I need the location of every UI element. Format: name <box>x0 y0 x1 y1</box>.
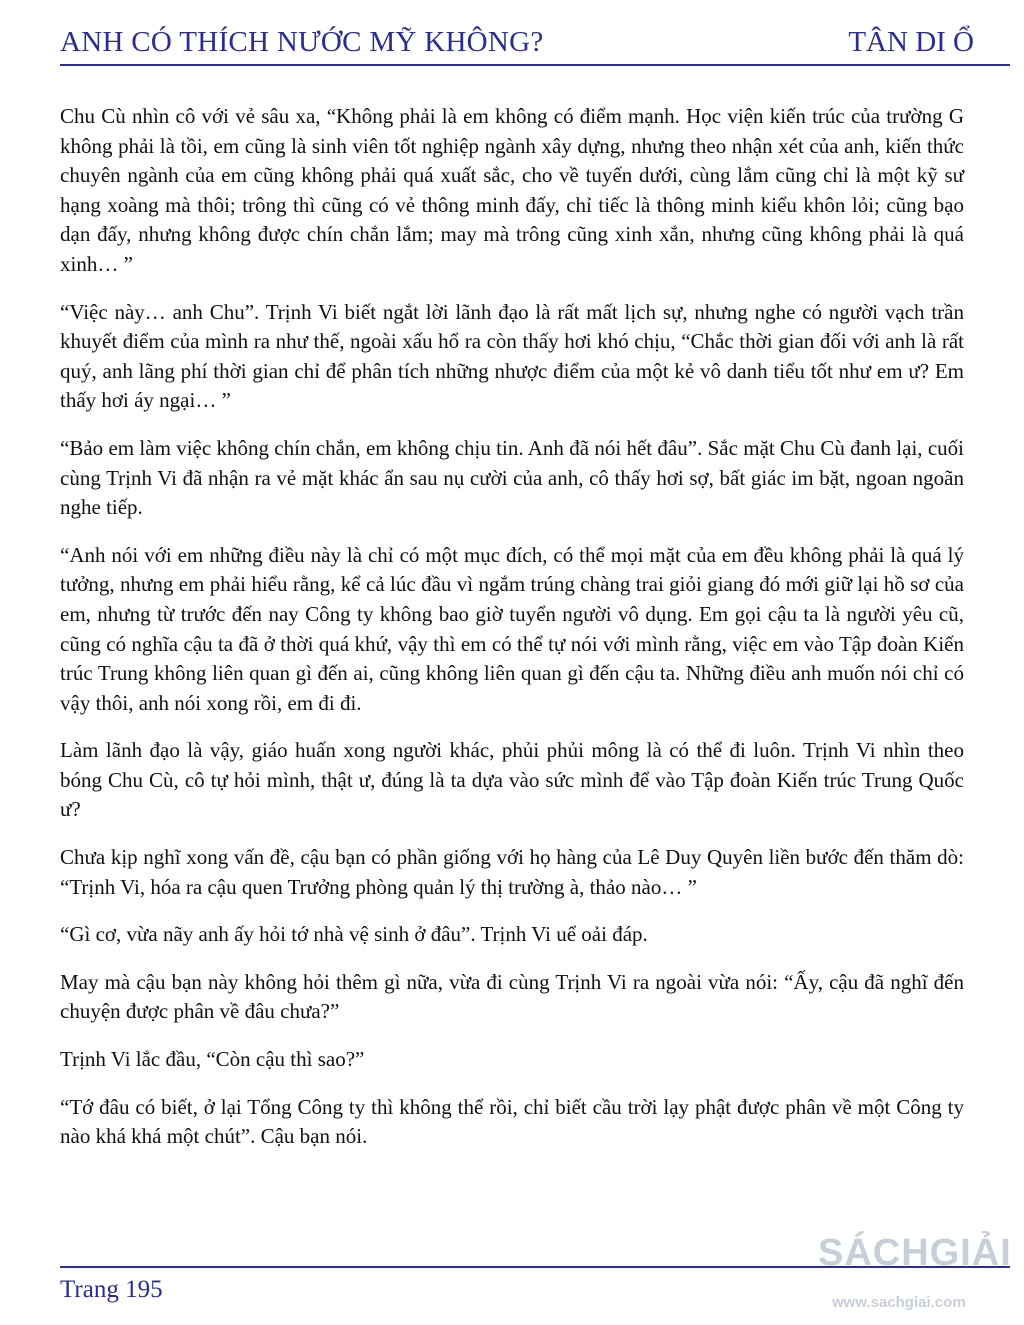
paragraph: “Gì cơ, vừa nãy anh ấy hỏi tớ nhà vệ sinh ở đâu”. Trịnh Vi uể oải đáp. <box>60 922 648 947</box>
paragraph: “Bảo em làm việc không chín chắn, em không chịu tin. Anh đã nói hết đâu”. Sắc mặt Chu Cù đanh lại, cuối cùng Trịnh Vi đã nhận ra vẻ mặt khác ẩn sau nụ cười của anh, cô thấy hơi sợ, bất giác im bặt, ngoan ngoãn nghe tiếp. <box>60 435 964 520</box>
page-number: Trang 195 <box>60 1276 163 1303</box>
paragraph: Chu Cù nhìn cô với vẻ sâu xa, “Không phải là em không có điểm mạnh. Học viện kiến trúc của trường G không phải là tồi, em cũng là sinh viên tốt nghiệp ngành xây dựng, nhưng theo nhận xét của anh, kiến thức chuyên ngành của em cũng không phải quá xuất sắc, cho về tuyến dưới, cùng lắm cũng chỉ là một kỹ sư hạng xoàng mà thôi; trông thì cũng có vẻ thông minh đấy, chỉ tiếc là thông minh kiểu khôn lỏi; cũng bạo dạn đấy, nhưng không được chín chắn lắm; may mà trông cũng xinh xắn, nhưng cũng không phải là quá xinh… ” <box>60 104 964 276</box>
paragraph: “Tớ đâu có biết, ở lại Tổng Công ty thì không thể rồi, chỉ biết cầu trời lạy phật được phân về một Công ty nào khá khá một chút”. Cậu bạn nói. <box>60 1094 964 1149</box>
page-body <box>60 102 964 1170</box>
watermark-logo: SÁCHGIẢI <box>818 1232 1012 1274</box>
page-header <box>0 0 1024 66</box>
paragraph: “Anh nói với em những điều này là chỉ có một mục đích, có thể mọi mặt của em đều không phải là quá lý tưởng, nhưng em phải hiểu rằng, kể cả lúc đầu vì ngắm trúng chàng trai giỏi giang đó mới giữ lại hồ sơ của em, nhưng từ trước đến nay Công ty không bao giờ tuyển người vô dụng. Em gọi cậu ta là người yêu cũ, cũng có nghĩa cậu ta đã ở thời quá khứ, vậy thì em có thể tự nói với mình rằng, việc em vào Tập đoàn Kiến trúc Trung không liên quan gì đến ai, cũng không liên quan gì đến cậu ta. Những điều anh muốn nói chỉ có vậy thôi, anh nói xong rồi, em đi đi. <box>60 542 964 715</box>
header-divider <box>60 64 1010 66</box>
paragraph: Chưa kịp nghĩ xong vấn đề, cậu bạn có phần giống với họ hàng của Lê Duy Quyên liền bước đến thăm dò: “Trịnh Vi, hóa ra cậu quen Trưởng phòng quản lý thị trường à, thảo nào… ” <box>60 845 964 899</box>
paragraph: Làm lãnh đạo là vậy, giáo huấn xong người khác, phủi phủi mông là có thể đi luôn. Trịnh Vi nhìn theo bóng Chu Cù, cô tự hỏi mình, thật ư, đúng là ta dựa vào sức mình để vào Tập đoàn Kiến trúc Trung Quốc ư? <box>60 738 964 822</box>
watermark-url: www.sachgiai.com <box>832 1294 966 1311</box>
author-name: TÂN DI Ổ <box>848 26 974 58</box>
watermark <box>818 1232 1018 1320</box>
book-title: ANH CÓ THÍCH NƯỚC MỸ KHÔNG? <box>60 26 544 58</box>
paragraph: Trịnh Vi lắc đầu, “Còn cậu thì sao?” <box>60 1047 365 1072</box>
paragraph: May mà cậu bạn này không hỏi thêm gì nữa, vừa đi cùng Trịnh Vi ra ngoài vừa nói: “Ấy, cậu đã nghĩ đến chuyện được phân về đâu chưa?” <box>60 969 964 1024</box>
paragraph: “Việc này… anh Chu”. Trịnh Vi biết ngắt lời lãnh đạo là rất mất lịch sự, nhưng nghe có người vạch trần khuyết điểm của mình ra như thế, ngoài xấu hổ ra còn thấy hơi khó chịu, “Chắc thời gian đối với anh là rất quý, anh lãng phí thời gian chỉ để phân tích những nhược điểm của một kẻ vô danh tiểu tốt như em ư? Em thấy hơi áy ngại… ” <box>60 299 964 413</box>
